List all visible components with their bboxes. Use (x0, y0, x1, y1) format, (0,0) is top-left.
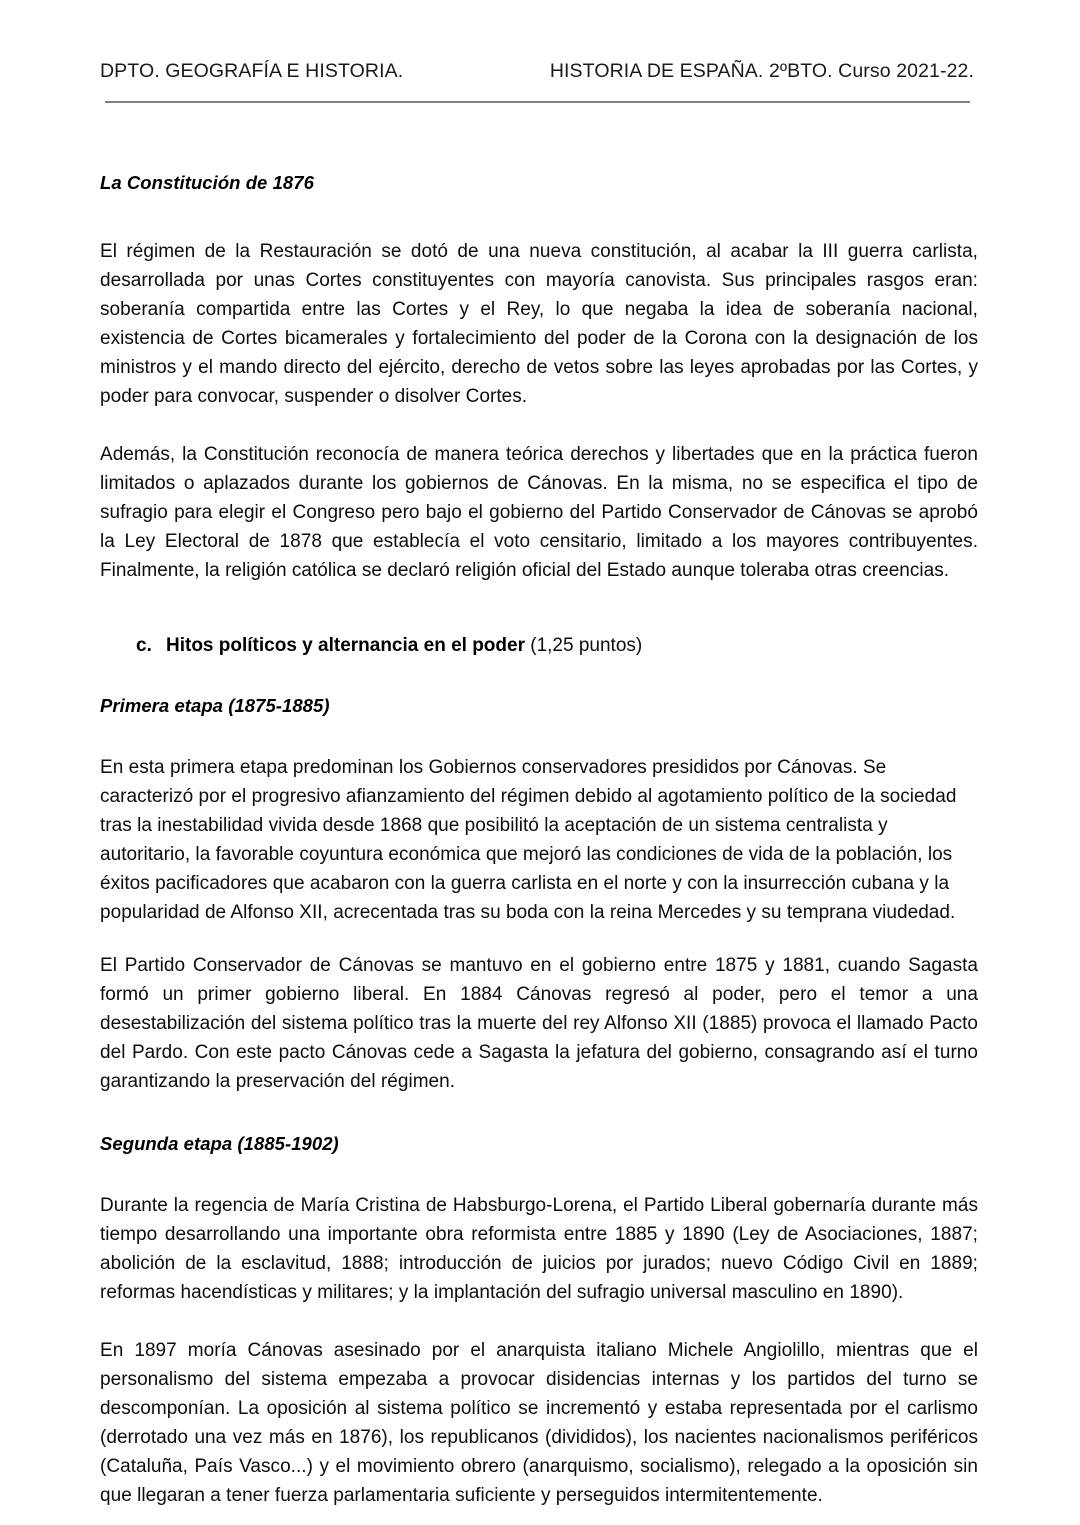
list-item-marker: c. (136, 635, 152, 656)
spacer (100, 585, 978, 631)
heading-la-constitucion-de-1876: La Constitución de 1876 (100, 172, 314, 193)
list-item-hitos-politicos (100, 631, 978, 660)
spacer (100, 720, 978, 753)
spacer (100, 1096, 978, 1129)
paragraph-constitucion-2: Además, la Constitución reconocía de manera teórica derechos y libertades que en la práctica fueron limitados o aplazados durante los gobiernos de Cánovas. En la misma, no se especifica el tipo de sufragio para elegir el Congreso pero bajo el gobierno del Partido Conservador de Cánovas se aprobó la Ley Electoral de 1878 que establecía el voto censitario, limitado a los mayores contribuyentes. Finalmente, la religión católica se declaró religión oficial del Estado aunque toleraba otras creencias. (100, 444, 978, 581)
page-header (100, 58, 978, 84)
paragraph-segunda-etapa-1: Durante la regencia de María Cristina de Habsburgo-Lorena, el Partido Liberal gobernaría durante más tiempo desarrollando una importante obra reformista entre 1885 y 1890 (Ley de Asociaciones, 1887; abolición de la esclavitud, 1888; introducción de juicios por jurados; nuevo Código Civil en 1889; reformas hacendísticas y militares; y la implantación del sufragio universal masculino en 1890). (100, 1195, 978, 1303)
spacer (100, 1158, 978, 1191)
list-item-content (166, 631, 642, 660)
list-item-title: Hitos políticos y alternancia en el poder (166, 635, 525, 656)
paragraph-primera-etapa-2: El Partido Conservador de Cánovas se mantuvo en el gobierno entre 1875 y 1881, cuando Sagasta formó un primer gobierno liberal. En 1884 Cánovas regresó al poder, pero el temor a una desestabilización del sistema político tras la muerte del rey Alfonso XII (1885) provoca el llamado Pacto del Pardo. Con este pacto Cánovas cede a Sagasta la jefatura del gobierno, consagrando así el turno garantizando la preservación del régimen. (100, 955, 978, 1092)
document-body (100, 168, 978, 1510)
list-item-points: (1,25 puntos) (524, 635, 643, 656)
spacer (100, 660, 978, 691)
paragraph-segunda-etapa-2: En 1897 moría Cánovas asesinado por el anarquista italiano Michele Angiolillo, mientras que el personalismo del sistema empezaba a provocar disidencias internas y los partidos del turno se descomponían. La oposición al sistema político se incrementó y estaba representada por el carlismo (derrotado una vez más en 1876), los republicanos (divididos), los nacientes nacionalismos periféricos (Cataluña, País Vasco...) y el movimiento obrero (anarquismo, socialismo), relegado a la oposición sin que llegaran a tener fuerza parlamentaria suficiente y perseguidos intermitentemente. (100, 1340, 978, 1506)
heading-primera-etapa: Primera etapa (1875-1885) (100, 695, 330, 716)
paragraph-primera-etapa-1: En esta primera etapa predominan los Gobiernos conservadores presididos por Cánovas. Se caracterizó por el progresivo afianzamiento del régimen debido al agotamiento político de la sociedad tras la inestabilidad vivida desde 1868 que posibilitó la aceptación de un sistema centralista y autoritario, la favorable coyuntura económica que mejoró las condiciones de vida de la población, los éxitos pacificadores que acabaron con la guerra carlista en el norte y con la insurrección cubana y la popularidad de Alfonso XII, acrecentada tras su boda con la reina Mercedes y su temprana viudedad. (100, 757, 957, 923)
header-divider (105, 101, 970, 103)
header-department-label: DPTO. GEOGRAFÍA E HISTORIA. (100, 60, 404, 82)
spacer (100, 197, 978, 237)
spacer (100, 927, 978, 951)
spacer (100, 1307, 978, 1336)
heading-segunda-etapa: Segunda etapa (1885-1902) (100, 1133, 339, 1154)
paragraph-constitucion-1: El régimen de la Restauración se dotó de una nueva constitución, al acabar la III guerra carlista, desarrollada por unas Cortes constituyentes con mayoría canovista. Sus principales rasgos eran: soberanía compartida entre las Cortes y el Rey, lo que negaba la idea de soberanía nacional, existencia de Cortes bicamerales y fortalecimiento del poder de la Corona con la designación de los ministros y el mando directo del ejército, derecho de vetos sobre las leyes aprobadas por las Cortes, y poder para convocar, suspender o disolver Cortes. (100, 241, 978, 407)
header-course-label: HISTORIA DE ESPAÑA. 2ºBTO. Curso 2021-22. (549, 60, 974, 82)
spacer (100, 411, 978, 440)
